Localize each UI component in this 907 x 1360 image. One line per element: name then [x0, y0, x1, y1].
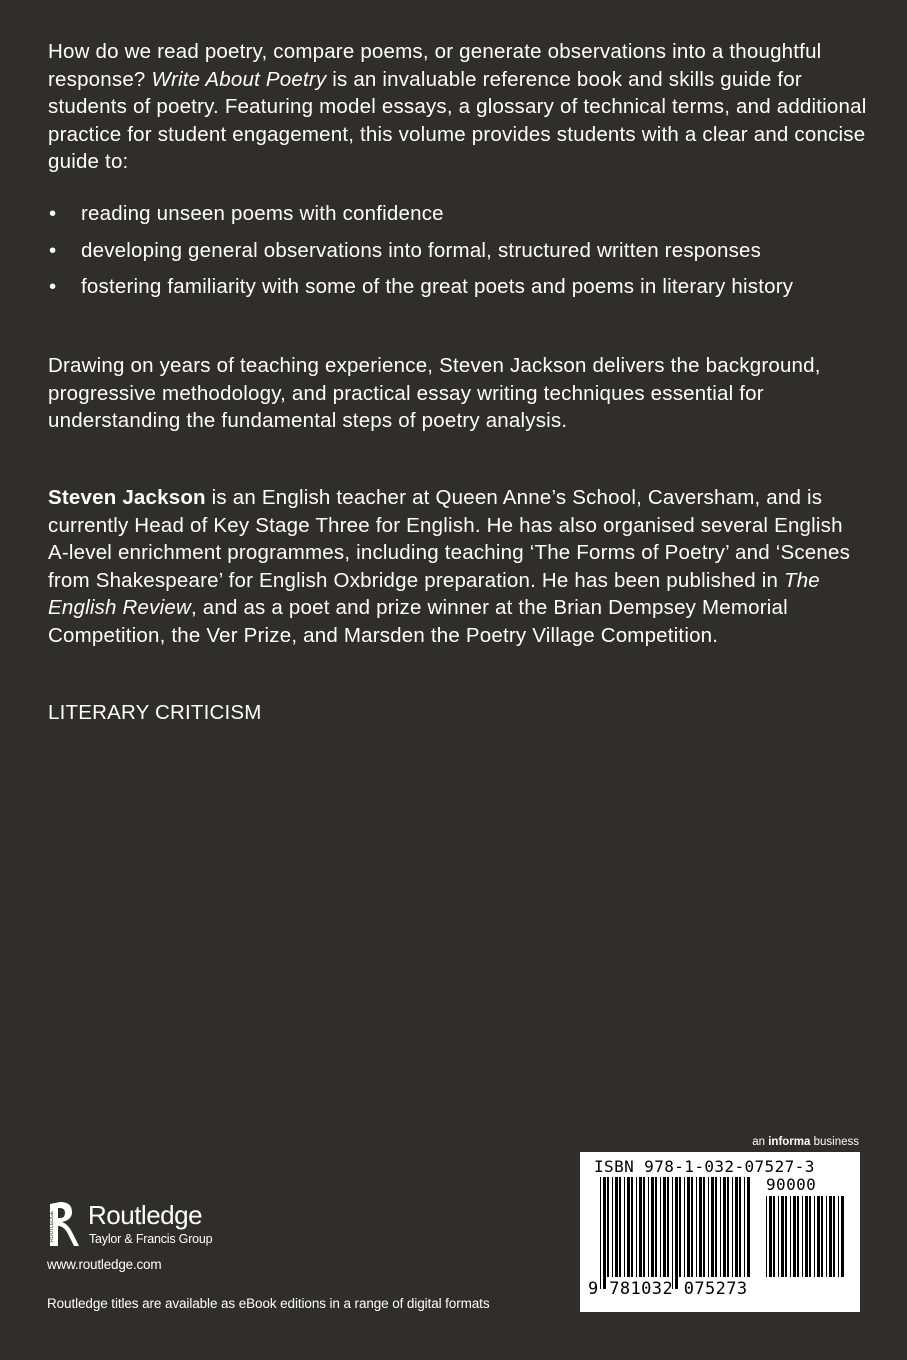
barcode-bar	[838, 1196, 839, 1277]
barcode-bar	[732, 1177, 733, 1277]
barcode-bar	[600, 1177, 601, 1289]
barcode-bar	[672, 1177, 673, 1289]
author-bio	[48, 484, 868, 649]
publisher-name: Routledge	[88, 1200, 203, 1230]
author-bio-text-a: is an English teacher at Queen Anne’s School, Caversham, and is currently Head of Key Stage Three for English. He has also organised several English A-level enrichment programmes, including teaching ‘The Forms of Poetry’ and ‘Scenes from Shakespeare’ for English Oxbridge preparation. He has been published in	[48, 486, 851, 592]
barcode-bar	[720, 1177, 721, 1277]
author-name: Steven Jackson	[48, 486, 206, 509]
barcode-bar	[708, 1177, 709, 1277]
barcode-bar	[687, 1177, 690, 1277]
barcode-bar	[805, 1196, 808, 1277]
description-paragraph-1	[48, 38, 868, 176]
barcode-bar	[781, 1196, 784, 1277]
barcode-bars	[600, 1177, 750, 1289]
barcode-bar	[727, 1177, 729, 1277]
barcode-bar	[615, 1177, 618, 1277]
description-paragraph-2: Drawing on years of teaching experience, Steven Jackson delivers the background, progressive methodology, and practical essay writing techniques essential for understanding the fundamental steps of poetry analysis.	[48, 354, 821, 432]
barcode-bar	[797, 1196, 799, 1277]
barcode-bar	[696, 1177, 697, 1277]
barcode-bar	[833, 1196, 835, 1277]
benefits-list	[48, 200, 868, 310]
barcode-bar	[643, 1177, 645, 1277]
bullet-icon: •	[49, 275, 57, 298]
barcode-bar	[817, 1196, 820, 1277]
routledge-logo-icon	[46, 1198, 80, 1250]
list-item	[48, 200, 868, 228]
barcode-bar	[639, 1177, 642, 1277]
barcode-bar	[744, 1177, 745, 1277]
barcode-bar	[826, 1196, 827, 1277]
barcode-bar	[814, 1196, 815, 1277]
list-item	[48, 237, 868, 265]
barcode-bar	[821, 1196, 823, 1277]
description-text-a: How do we read poetry, compare poems, or generate observations into a thoughtful response?	[48, 40, 822, 91]
barcode-bar	[739, 1177, 741, 1277]
barcode-bar	[785, 1196, 787, 1277]
barcode-bar	[660, 1177, 661, 1277]
barcode-bar	[691, 1177, 693, 1277]
barcode-bar	[793, 1196, 796, 1277]
barcode-bar	[651, 1177, 654, 1277]
barcode-bar	[679, 1177, 681, 1277]
subject-category: LITERARY CRITICISM	[48, 701, 262, 724]
addon-barcode-bars	[766, 1196, 844, 1289]
isbn-barcode	[580, 1152, 860, 1312]
barcode-bar	[723, 1177, 726, 1277]
barcode-digits: 9 781032 075273	[588, 1279, 748, 1299]
bullet-icon: •	[49, 238, 57, 262]
barcode-bar	[627, 1177, 630, 1277]
barcode-bar	[684, 1177, 685, 1277]
barcode-bar	[769, 1196, 772, 1277]
barcode-bar	[631, 1177, 633, 1277]
informa-brand: informa	[768, 1136, 811, 1148]
barcode-bar	[735, 1177, 738, 1277]
author-bio-text-b: , and as a poet and prize winner at the Brian Dempsey Memorial Competition, the Ver Prize, and Marsden the Poetry Village Competition.	[48, 596, 788, 647]
barcode-bar	[663, 1177, 666, 1277]
bullet-icon: •	[49, 202, 57, 225]
barcode-bar	[778, 1196, 779, 1277]
barcode-bar	[829, 1196, 832, 1277]
list-item	[48, 273, 868, 301]
book-title-italic: Write About Poetry	[151, 67, 327, 91]
barcode-bar	[747, 1177, 750, 1277]
barcode-bar	[809, 1196, 811, 1277]
publication-title: The English Review	[48, 568, 820, 619]
barcode-bar	[699, 1177, 702, 1277]
barcode-bar	[667, 1177, 669, 1277]
barcode-bar	[619, 1177, 621, 1277]
publisher-website: www.routledge.com	[47, 1257, 162, 1272]
publisher-group: Taylor & Francis Group	[89, 1232, 213, 1246]
barcode-bar	[624, 1177, 625, 1277]
list-item-text: reading unseen poems with confidence	[81, 202, 444, 225]
ebook-note: Routledge titles are available as eBook editions in a range of digital formats	[47, 1296, 490, 1311]
barcode-bar	[711, 1177, 714, 1277]
publisher-logo	[46, 1198, 246, 1250]
logo-vertical-text: ROUTLEDGE	[49, 1210, 55, 1242]
barcode-bar	[675, 1177, 678, 1289]
barcode-bar	[773, 1196, 775, 1277]
informa-business-tag: an informa business	[752, 1136, 859, 1148]
barcode-bar	[636, 1177, 637, 1277]
barcode-bar	[612, 1177, 613, 1277]
description-text-b: is an invaluable reference book and skills guide for students of poetry. Featuring model essays, a glossary of technical terms, and additional practice for student engagement, this volume provides students with a clear and concise guide to:	[48, 67, 867, 173]
price-code: 90000	[766, 1175, 817, 1194]
barcode-bar	[802, 1196, 803, 1277]
barcode-bar	[790, 1196, 791, 1277]
barcode-bar	[841, 1196, 844, 1277]
barcode-bar	[648, 1177, 649, 1277]
barcode-bar	[715, 1177, 717, 1277]
barcode-bar	[703, 1177, 705, 1277]
list-item-text: fostering familiarity with some of the great poets and poems in literary history	[81, 275, 794, 298]
barcode-bar	[607, 1177, 609, 1277]
list-item-text: developing general observations into formal, structured written responses	[81, 238, 762, 262]
barcode-bar	[766, 1196, 767, 1277]
barcode-bar	[655, 1177, 657, 1277]
isbn-label: ISBN 978-1-032-07527-3	[594, 1157, 815, 1176]
barcode-bar	[603, 1177, 606, 1289]
